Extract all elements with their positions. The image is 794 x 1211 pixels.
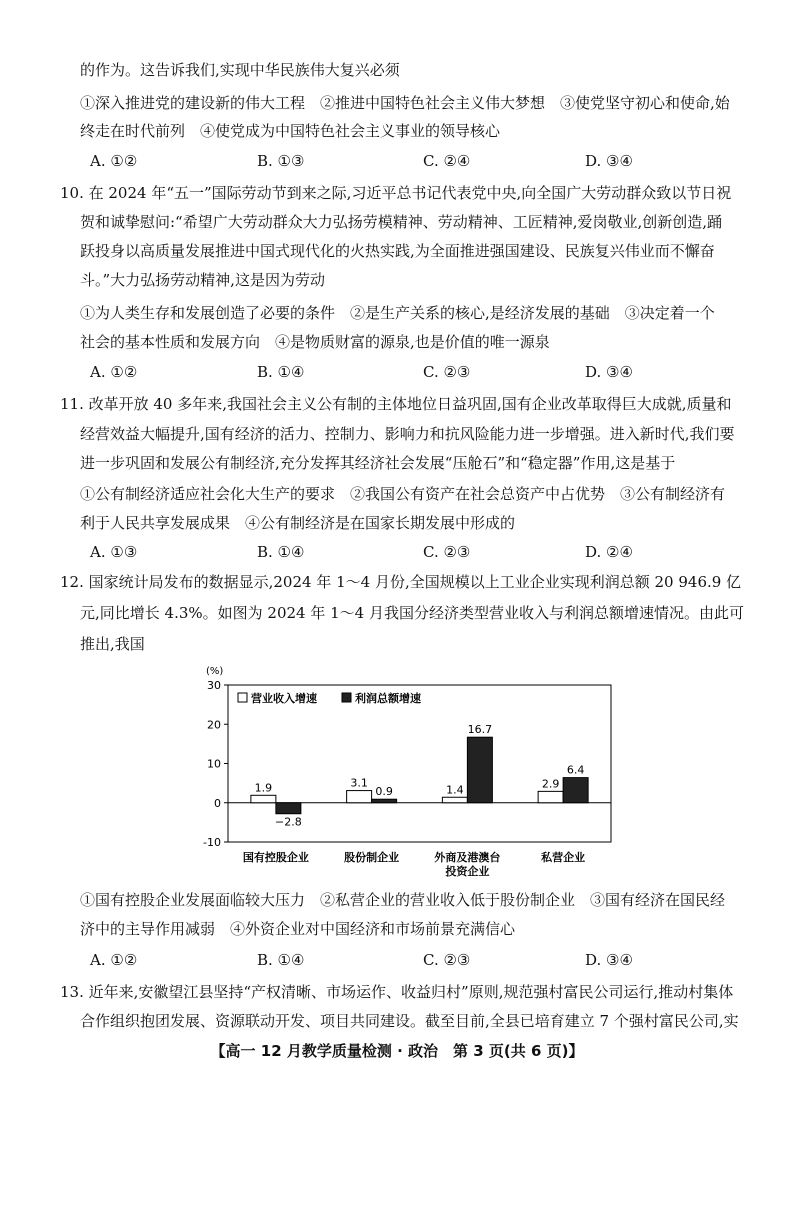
q9-stem: 的作为。这告诉我们,实现中华民族伟大复兴必须	[80, 61, 400, 79]
option-a[interactable]: A. ①②	[90, 363, 138, 381]
y-tick-label: 30	[207, 679, 221, 692]
q11-stem-1: 11. 改革开放 40 多年来,我国社会主义公有制的主体地位日益巩固,国有企业改革取得巨大成就,质量和	[60, 395, 732, 413]
data-label: 16.7	[467, 723, 493, 737]
data-label: −2.8	[275, 815, 302, 829]
q10-stem-1: 10. 在 2024 年“五一”国际劳动节到来之际,习近平总书记代表党中央,向全国广大劳动群众致以节日祝	[60, 184, 732, 202]
y-unit-label: (%)	[206, 666, 224, 677]
option-d[interactable]: D. ③④	[585, 363, 633, 381]
q9-items-1: ①深入推进党的建设新的伟大工程 ②推进中国特色社会主义伟大梦想 ③使党坚守初心和使命,始	[80, 94, 730, 112]
category-label: 私营企业	[541, 851, 586, 864]
data-label: 6.4	[566, 763, 585, 777]
option-b[interactable]: B. ①④	[257, 951, 305, 969]
option-a[interactable]: A. ①②	[90, 951, 138, 969]
y-tick-label: -10	[203, 836, 221, 849]
q10-stem-2: 贺和诚挚慰问:“希望广大劳动群众大力弘扬劳模精神、劳动精神、工匠精神,爱岗敬业,创新创造,踊	[80, 213, 723, 231]
profit-bar	[467, 737, 492, 803]
y-tick-label: 0	[214, 796, 221, 810]
option-a[interactable]: A. ①②	[90, 152, 138, 170]
legend	[238, 691, 421, 705]
revenue-bar	[442, 797, 467, 802]
option-a[interactable]: A. ①③	[90, 543, 138, 561]
q10-items-1: ①为人类生存和发展创造了必要的条件 ②是生产关系的核心,是经济发展的基础 ③决定着一个	[80, 304, 715, 322]
q11-stem-3: 进一步巩固和发展公有制经济,充分发挥其经济社会发展“压舱石”和“稳定器”作用,这是基于	[80, 454, 676, 472]
option-d[interactable]: D. ③④	[585, 951, 633, 969]
option-d[interactable]: D. ③④	[585, 152, 633, 170]
option-d[interactable]: D. ②④	[585, 543, 633, 561]
q11-items-2: 利于人民共享发展成果 ④公有制经济是在国家长期发展中形成的	[80, 514, 516, 532]
q12-items-2: 济中的主导作用减弱 ④外资企业对中国经济和市场前景充满信心	[80, 920, 516, 938]
profit-bar	[563, 778, 588, 803]
q9-items-2: 终走在时代前列 ④使党成为中国特色社会主义事业的领导核心	[80, 122, 501, 140]
category-label: 外商及港澳台	[434, 851, 501, 864]
revenue-bar	[347, 791, 372, 803]
growth-bar-chart	[200, 658, 620, 878]
data-label: 2.9	[541, 777, 560, 791]
option-c[interactable]: C. ②④	[423, 152, 471, 170]
revenue-bar	[538, 791, 563, 802]
option-c[interactable]: C. ②③	[423, 543, 471, 561]
q12-stem-2: 元,同比增长 4.3%。如图为 2024 年 1～4 月我国分经济类型营业收入与利润总额增速情况。由此可	[80, 604, 744, 622]
page-footer: 【高一 12 月教学质量检测 · 政治 第 3 页(共 6 页)】	[210, 1042, 584, 1060]
data-label: 1.9	[254, 781, 273, 795]
q11-items-1: ①公有制经济适应社会化大生产的要求 ②我国公有资产在社会总资产中占优势 ③公有制经济有	[80, 485, 726, 503]
legend-swatch-profit	[342, 693, 351, 702]
q12-stem-3: 推出,我国	[80, 635, 145, 653]
q10-items-2: 社会的基本性质和发展方向 ④是物质财富的源泉,也是价值的唯一源泉	[80, 333, 550, 351]
q12-items-1: ①国有控股企业发展面临较大压力 ②私营企业的营业收入低于股份制企业 ③国有经济在国民经	[80, 891, 726, 909]
q10-stem-4: 斗。”大力弘扬劳动精神,这是因为劳动	[80, 271, 325, 289]
legend-swatch-revenue	[238, 693, 247, 702]
q12-stem-1: 12. 国家统计局发布的数据显示,2024 年 1～4 月份,全国规模以上工业企业实现利润总额 20 946.9 亿	[60, 573, 742, 591]
revenue-bar	[251, 795, 276, 802]
option-b[interactable]: B. ①④	[257, 363, 305, 381]
q13-stem-1: 13. 近年来,安徽望江县坚持“产权清晰、市场运作、收益归村”原则,规范强村富民公司运行,推动村集体	[60, 983, 734, 1001]
profit-bar	[372, 799, 397, 803]
y-tick-label: 10	[207, 757, 221, 771]
option-b[interactable]: B. ①④	[257, 543, 305, 561]
profit-bar	[276, 803, 301, 814]
data-label: 1.4	[446, 783, 464, 797]
data-label: 3.1	[350, 776, 368, 790]
legend-label: 营业收入增速	[251, 692, 317, 705]
option-c[interactable]: C. ②③	[423, 363, 471, 381]
q13-stem-2: 合作组织抱团发展、资源联动开发、项目共同建设。截至目前,全县已培育建立 7 个强村富民公司,实	[80, 1012, 739, 1030]
data-label: 0.9	[375, 785, 393, 799]
legend-label: 利润总额增速	[355, 692, 421, 705]
category-label: 股份制企业	[344, 851, 400, 864]
y-tick-label: 20	[207, 718, 221, 732]
option-c[interactable]: C. ②③	[423, 951, 471, 969]
q11-stem-2: 经营效益大幅提升,国有经济的活力、控制力、影响力和抗风险能力进一步增强。进入新时代,我们要	[80, 425, 735, 443]
category-label: 国有控股企业	[242, 851, 309, 864]
option-b[interactable]: B. ①③	[257, 152, 305, 170]
category-label: 投资企业	[445, 865, 490, 878]
q10-stem-3: 跃投身以高质量发展推进中国式现代化的火热实践,为全面推进强国建设、民族复兴伟业而不懈奋	[80, 242, 715, 260]
